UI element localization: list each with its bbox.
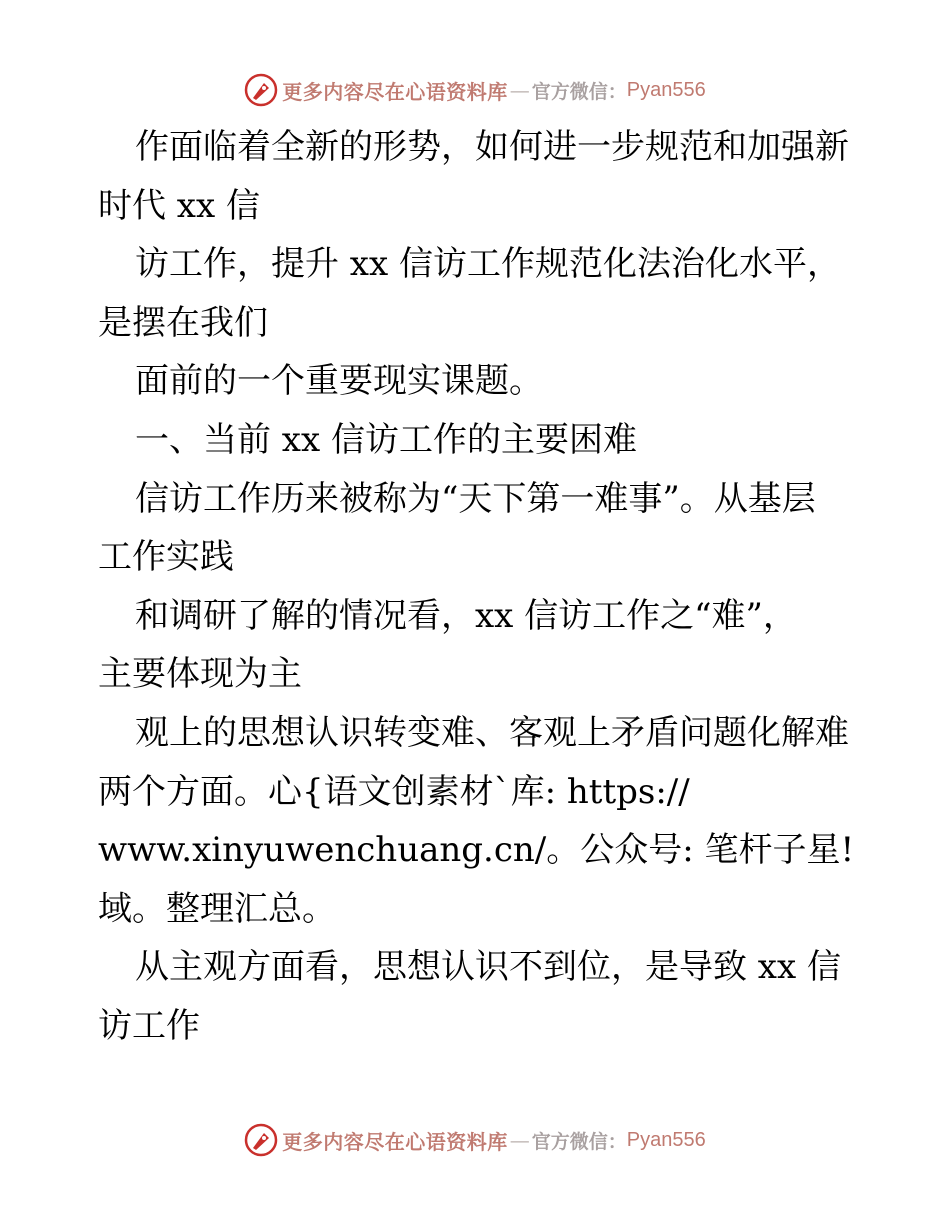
footer-watermark — [0, 1120, 950, 1160]
watermark-account-id: Pyan556 — [626, 1128, 706, 1151]
text-line: 和调研了解的情况看，xx 信访工作之“难”， — [135, 595, 797, 636]
body-text — [98, 118, 868, 1056]
text-line: 观上的思想认识转变难、客观上矛盾问题化解难 — [135, 712, 849, 753]
text-line: 工作实践 — [98, 537, 234, 578]
watermark-account-label: 官方微信： — [531, 80, 627, 103]
header-watermark — [0, 70, 950, 110]
text-line: 主要体现为主 — [98, 654, 302, 695]
text-line: 访工作 — [98, 1005, 200, 1046]
text-line: www.xinyuwenchuang.cn/。公众号: 笔杆子星! — [98, 830, 855, 871]
watermark-account-label: 官方微信： — [531, 1130, 627, 1153]
text-line: 面前的一个重要现实课题。 — [135, 361, 543, 402]
watermark-text: 更多内容尽在心语资料库 — [282, 79, 508, 104]
text-line: 两个方面。心{语文创素材`库: https:// — [98, 771, 690, 812]
watermark-text: 更多内容尽在心语资料库 — [282, 1129, 508, 1154]
section-heading: 一、当前 xx 信访工作的主要困难 — [135, 419, 637, 460]
text-line: 从主观方面看，思想认识不到位，是导致 xx 信 — [135, 947, 841, 988]
text-line: 时代 xx 信 — [98, 185, 260, 226]
text-line: 信访工作历来被称为“天下第一难事”。从基层 — [135, 478, 816, 519]
watermark-dash: — — [509, 1128, 530, 1152]
watermark-dash: — — [509, 78, 530, 102]
text-line: 是摆在我们 — [98, 302, 268, 343]
text-line: 域。整理汇总。 — [98, 888, 336, 929]
watermark-account-id: Pyan556 — [626, 78, 706, 101]
text-line: 访工作，提升 xx 信访工作规范化法治化水平， — [135, 244, 841, 285]
pen-nib-logo-icon — [244, 1123, 278, 1157]
pen-nib-logo-icon — [244, 73, 278, 107]
text-line: 作面临着全新的形势，如何进一步规范和加强新 — [135, 127, 849, 167]
